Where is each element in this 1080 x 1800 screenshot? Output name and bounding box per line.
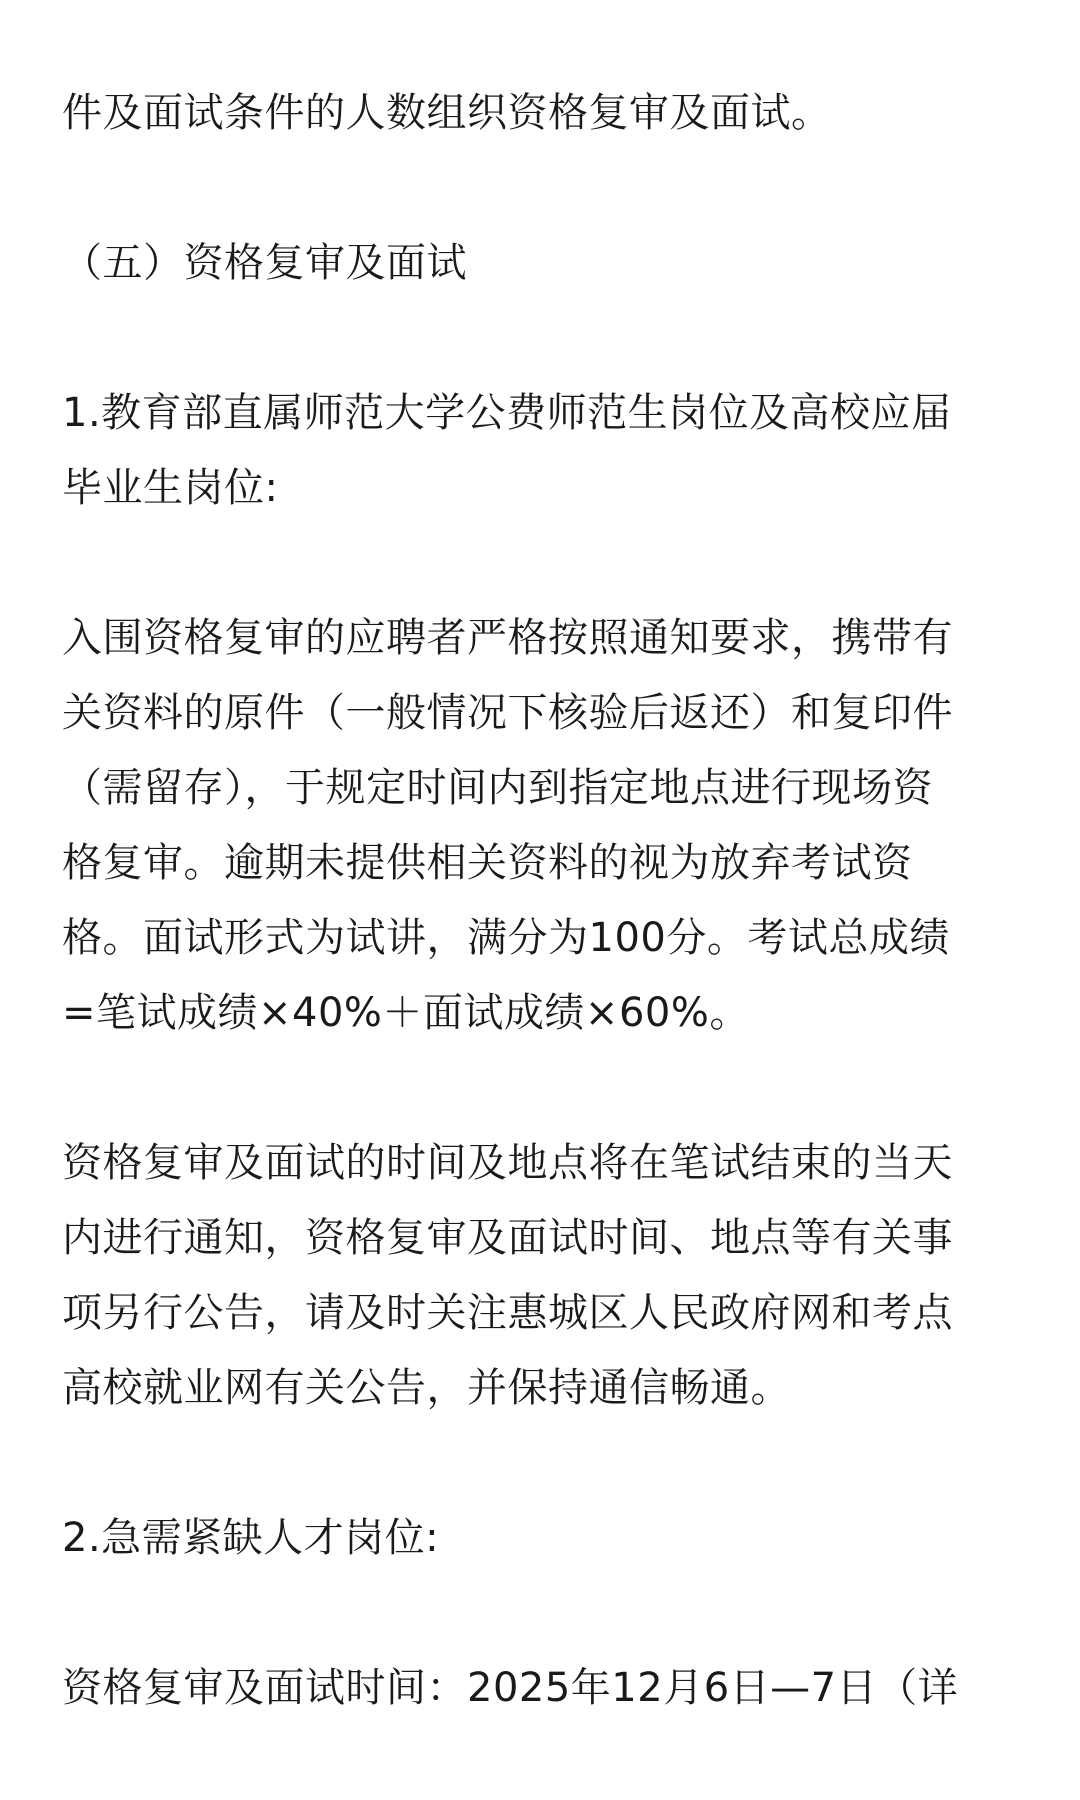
text-line: 入围资格复审的应聘者严格按照通知要求，携带有 [62,615,953,661]
text-line: （五）资格复审及面试 [62,240,467,286]
text-line: 件及面试条件的人数组织资格复审及面试。 [62,90,832,136]
text-line: 资格复审及面试的时间及地点将在笔试结束的当天 [62,1140,953,1186]
text-line: 关资料的原件（一般情况下核验后返还）和复印件 [62,690,953,736]
continuation-paragraph [62,76,1022,151]
text-line: 1.教育部直属师范大学公费师范生岗位及高校应届 [62,390,952,436]
review-requirements-paragraph [62,601,1022,1051]
item-1-title [62,376,1022,526]
text-line: 2.急需紧缺人才岗位: [62,1515,440,1561]
text-line: 格复审。逾期未提供相关资料的视为放弃考试资 [62,840,913,886]
text-line: 内进行通知，资格复审及面试时间、地点等有关事 [62,1215,953,1261]
section-heading-five [62,226,1022,301]
text-line: 项另行公告，请及时关注惠城区人民政府网和考点 [62,1290,953,1336]
text-line: 高校就业网有关公告，并保持通信畅通。 [62,1365,791,1411]
text-line: 资格复审及面试时间：2025年12月6日—7日（详 [62,1665,959,1711]
notice-paragraph [62,1126,1022,1426]
text-line: =笔试成绩×40%＋面试成绩×60%。 [62,990,750,1036]
text-line: 毕业生岗位: [62,465,279,511]
text-line: 格。面试形式为试讲，满分为100分。考试总成绩 [62,915,950,961]
review-interview-time [62,1651,1022,1726]
item-2-title [62,1501,1022,1576]
text-line: （需留存），于规定时间内到指定地点进行现场资 [62,765,933,811]
